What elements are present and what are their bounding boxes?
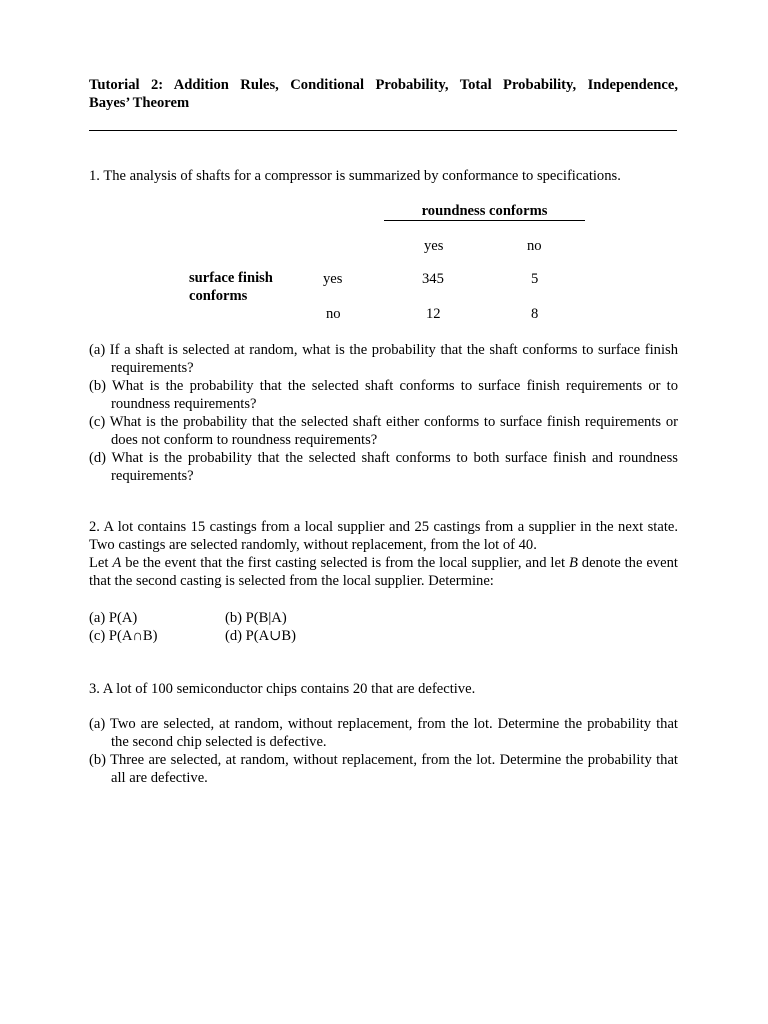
question-1-parts (89, 341, 678, 485)
table-cell-no-yes: 12 (426, 306, 441, 322)
question-3-number: 3 (89, 681, 97, 697)
question-3-part-a: (a) Two are selected, at random, without replacement, from the lot. Determine the probability that the second chip selected is defective. (89, 716, 678, 750)
question-3-part-b: (b) Three are selected, at random, without replacement, from the lot. Determine the probability that all are defective. (89, 752, 678, 786)
table-col-yes: yes (424, 238, 444, 254)
table-column-group-header: roundness conforms (384, 202, 585, 221)
table-row-no: no (326, 306, 341, 322)
question-2-stem: 2. A lot contains 15 castings from a local supplier and 25 castings from a supplier in the next state. Two castings are selected randomly, without replacement, from the lot of 40. (89, 519, 678, 553)
question-2-part-d: (d) P(A∪B) (225, 628, 297, 644)
table-cell-no-no: 8 (531, 306, 539, 322)
table-cell-yes-yes: 345 (422, 271, 444, 287)
question-2-part-a: (a) P(A) (89, 610, 138, 626)
question-2-parts (89, 609, 389, 645)
title-line-1: Tutorial 2: Addition Rules, Conditional Probability, Total Probability, Independence, (89, 77, 678, 93)
question-2 (89, 518, 678, 590)
event-b: B (568, 555, 578, 571)
question-1-part-c: (c) What is the probability that the selected shaft either conforms to surface finish requirements or does not conform to roundness requirements? (89, 414, 678, 448)
question-1-stem: 1. The analysis of shafts for a compressor is summarized by conformance to specifications. (89, 168, 621, 184)
def-text: be the event that the first casting selected is from the local supplier, and let (121, 555, 569, 571)
page-title (89, 76, 678, 112)
table-row-group-header: surface finish conforms (189, 270, 273, 304)
question-1-part-b: (b) What is the probability that the selected shaft conforms to surface finish requirements or to roundness requirements? (89, 378, 678, 412)
table-cell-yes-no: 5 (531, 271, 539, 287)
table-col-no: no (527, 238, 542, 254)
question-2-definition (89, 554, 678, 590)
table-row-yes: yes (323, 271, 343, 287)
title-line-2: Bayes’ Theorem (89, 95, 190, 111)
title-divider (89, 130, 677, 131)
question-2-part-b: (b) P(B|A) (225, 610, 287, 626)
question-2-part-c: (c) P(A∩B) (89, 628, 158, 644)
question-1-part-d: (d) What is the probability that the selected shaft conforms to both surface finish and roundness requirements? (89, 450, 678, 484)
question-3-text: . A lot of 100 semiconductor chips contains 20 that are defective. (96, 681, 476, 697)
question-3-parts (89, 715, 678, 787)
event-a: A (112, 555, 122, 571)
def-text: denote the event that the second casting is selected from the local supplier. Determine: (89, 555, 678, 589)
def-text: Let (89, 555, 113, 571)
question-1-part-a: (a) If a shaft is selected at random, what is the probability that the shaft conforms to surface finish requirements? (89, 342, 678, 376)
question-3-stem (89, 680, 678, 698)
